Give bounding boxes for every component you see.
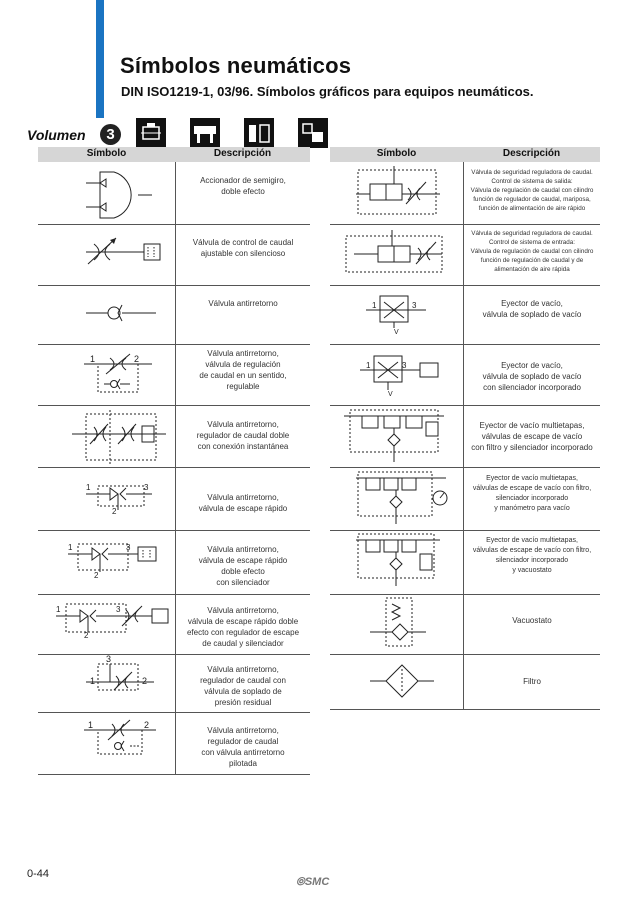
left-row-description: Válvula de control de caudal ajustable con silencioso <box>192 238 294 258</box>
multistage-ejector-with-gauge-icon <box>356 470 456 526</box>
vacuum-ejector-icon <box>366 292 426 336</box>
double-acting-semi-rotary-actuator-icon <box>86 168 156 222</box>
left-row-separator <box>38 285 310 286</box>
svg-text:2: 2 <box>142 676 148 686</box>
valve-thumbnail-icon <box>244 118 274 148</box>
left-row-separator <box>38 344 310 345</box>
svg-text:1: 1 <box>68 543 73 552</box>
flow-regulator-with-residual-blow-icon <box>86 652 156 694</box>
left-row-description: Válvula antirretorno, válvula de escape rápido doble efecto con regulador de escape de caudal y silenciador <box>186 606 300 648</box>
right-row-separator <box>330 285 600 286</box>
right-row-separator <box>330 467 600 468</box>
right-row-separator <box>330 530 600 531</box>
left-symbol-column-header: Símbolo <box>86 148 127 159</box>
svg-text:1: 1 <box>90 354 96 364</box>
left-row-separator <box>38 654 310 655</box>
vacuum-switch-icon <box>370 596 430 648</box>
svg-text:1: 1 <box>366 361 371 370</box>
double-acting-quick-exhaust-with-silencer-icon <box>68 540 162 580</box>
page-title: Símbolos neumáticos <box>120 53 352 78</box>
check-valve-with-flow-regulator-icon <box>84 352 154 400</box>
svg-text:1: 1 <box>90 676 96 686</box>
left-row-description: Válvula antirretorno, regulador de caudal con válvula de soplado de presión residual <box>200 665 286 707</box>
adjustable-flow-control-valve-with-silencer-icon <box>84 232 164 270</box>
right-table-header <box>330 147 600 162</box>
check-valve-icon <box>86 302 156 324</box>
multistage-ejector-icon <box>344 408 444 464</box>
left-row-separator <box>38 530 310 531</box>
right-row-separator <box>330 344 600 345</box>
svg-text:3: 3 <box>402 361 407 370</box>
right-row-description: Eyector de vacío multietapas, válvulas de escape de vacío con filtro y silenciador incorporado <box>471 421 593 452</box>
left-table-header <box>38 147 310 162</box>
left-row-separator <box>38 467 310 468</box>
double-flow-control-with-quick-connection-icon <box>72 410 166 464</box>
svg-text:1: 1 <box>372 301 377 310</box>
quick-exhaust-valve-icon <box>86 480 156 516</box>
right-row-description: Eyector de vacío, válvula de soplado de vacío con silenciador incorporado <box>482 361 582 392</box>
accent-bar <box>96 0 104 118</box>
vacuum-ejector-with-silencer-icon <box>360 352 444 398</box>
volume-thumbnail-2[interactable] <box>190 118 220 148</box>
right-row-separator <box>330 224 600 225</box>
svg-text:1: 1 <box>88 720 94 730</box>
multistage-ejector-with-vacuum-switch-icon <box>356 532 440 588</box>
right-row-separator <box>330 654 600 655</box>
svg-text:V: V <box>388 391 393 398</box>
svg-text:3: 3 <box>126 543 131 552</box>
left-table-bottom-rule <box>38 774 310 775</box>
brand-logo-icon: ⦾ <box>296 876 305 888</box>
safety-flow-regulator-meter-in-icon <box>344 228 444 276</box>
left-row-description: Válvula antirretorno, válvula de regulación de caudal en un sentido, regulable <box>199 349 287 391</box>
right-row-description: Válvula de seguridad reguladora de caudal. Control de sistema de entrada: Válvula de regulación de caudal con cilindro función de regulación de caudal y de alimentación de aire rápida <box>470 230 594 273</box>
left-row-description: Accionador de semigiro, doble efecto <box>200 176 286 196</box>
volume-number-badge: 3 <box>100 124 121 145</box>
volume-thumbnail-4[interactable] <box>298 118 328 148</box>
svg-text:1: 1 <box>56 605 61 614</box>
right-row-description: Eyector de vacío, válvula de soplado de vacío <box>482 299 582 319</box>
right-row-separator <box>330 594 600 595</box>
svg-text:1: 1 <box>86 483 91 492</box>
left-row-description: Válvula antirretorno, válvula de escape rápido doble efecto con silenciador <box>198 545 288 587</box>
right-row-description: Válvula de seguridad reguladora de caudal. Control de sistema de salida: Válvula de regulación de caudal con cilindro función de regulador de caudal, mariposa, función de alimentación de aire rápido <box>470 169 594 212</box>
volume-thumbnail-3[interactable] <box>244 118 274 148</box>
page-number: 0-44 <box>27 868 50 880</box>
right-table-bottom-rule <box>330 709 600 710</box>
svg-text:3: 3 <box>412 301 417 310</box>
right-symbol-column-header: Símbolo <box>376 148 417 159</box>
left-row-separator <box>38 405 310 406</box>
right-row-separator <box>330 405 600 406</box>
svg-text:2: 2 <box>84 631 89 640</box>
volume-thumbnail-1[interactable] <box>136 118 166 148</box>
left-row-description: Válvula antirretorno, regulador de caudal con válvula antirretorno pilotada <box>201 726 285 768</box>
fitting-thumbnail-icon <box>298 118 328 148</box>
double-quick-exhaust-with-regulator-icon <box>56 600 172 640</box>
left-row-separator <box>38 712 310 713</box>
filter-icon <box>370 664 434 698</box>
svg-text:3: 3 <box>116 605 121 614</box>
right-row-description: Eyector de vacío multietapas, válvulas de escape de vacío con filtro, silenciador incorporado y vacuostato <box>472 537 592 574</box>
left-description-column-header: Descripción <box>213 148 272 159</box>
safety-flow-regulator-meter-out-icon <box>356 166 440 218</box>
left-row-separator <box>38 594 310 595</box>
right-row-description: Filtro <box>523 677 541 686</box>
cylinder-thumbnail-icon <box>190 118 220 148</box>
svg-text:V: V <box>394 329 399 336</box>
right-row-description: Vacuostato <box>512 616 552 625</box>
pilot-operated-check-with-regulator-icon <box>84 718 156 758</box>
left-row-description: Válvula antirretorno <box>208 299 278 308</box>
page-subtitle: DIN ISO1219-1, 03/96. Símbolos gráficos para equipos neumáticos. <box>121 84 534 99</box>
volume-label: Volumen <box>27 127 86 143</box>
svg-text:2: 2 <box>134 354 140 364</box>
svg-text:3: 3 <box>106 654 112 664</box>
svg-text:3: 3 <box>144 483 149 492</box>
brand-logo: ⦾SMC <box>296 876 330 888</box>
svg-text:2: 2 <box>112 507 117 516</box>
actuator-thumbnail-icon <box>136 118 166 148</box>
left-row-description: Válvula antirretorno, válvula de escape rápido <box>198 493 288 513</box>
right-description-column-header: Descripción <box>502 148 561 159</box>
right-row-description: Eyector de vacío multietapas, válvulas de escape de vacío con filtro, silenciador incorporado y manómetro para vacío <box>472 475 592 512</box>
left-row-description: Válvula antirretorno, regulador de caudal doble con conexión instantánea <box>196 420 290 451</box>
left-row-separator <box>38 224 310 225</box>
svg-text:2: 2 <box>144 720 150 730</box>
svg-text:2: 2 <box>94 571 99 580</box>
